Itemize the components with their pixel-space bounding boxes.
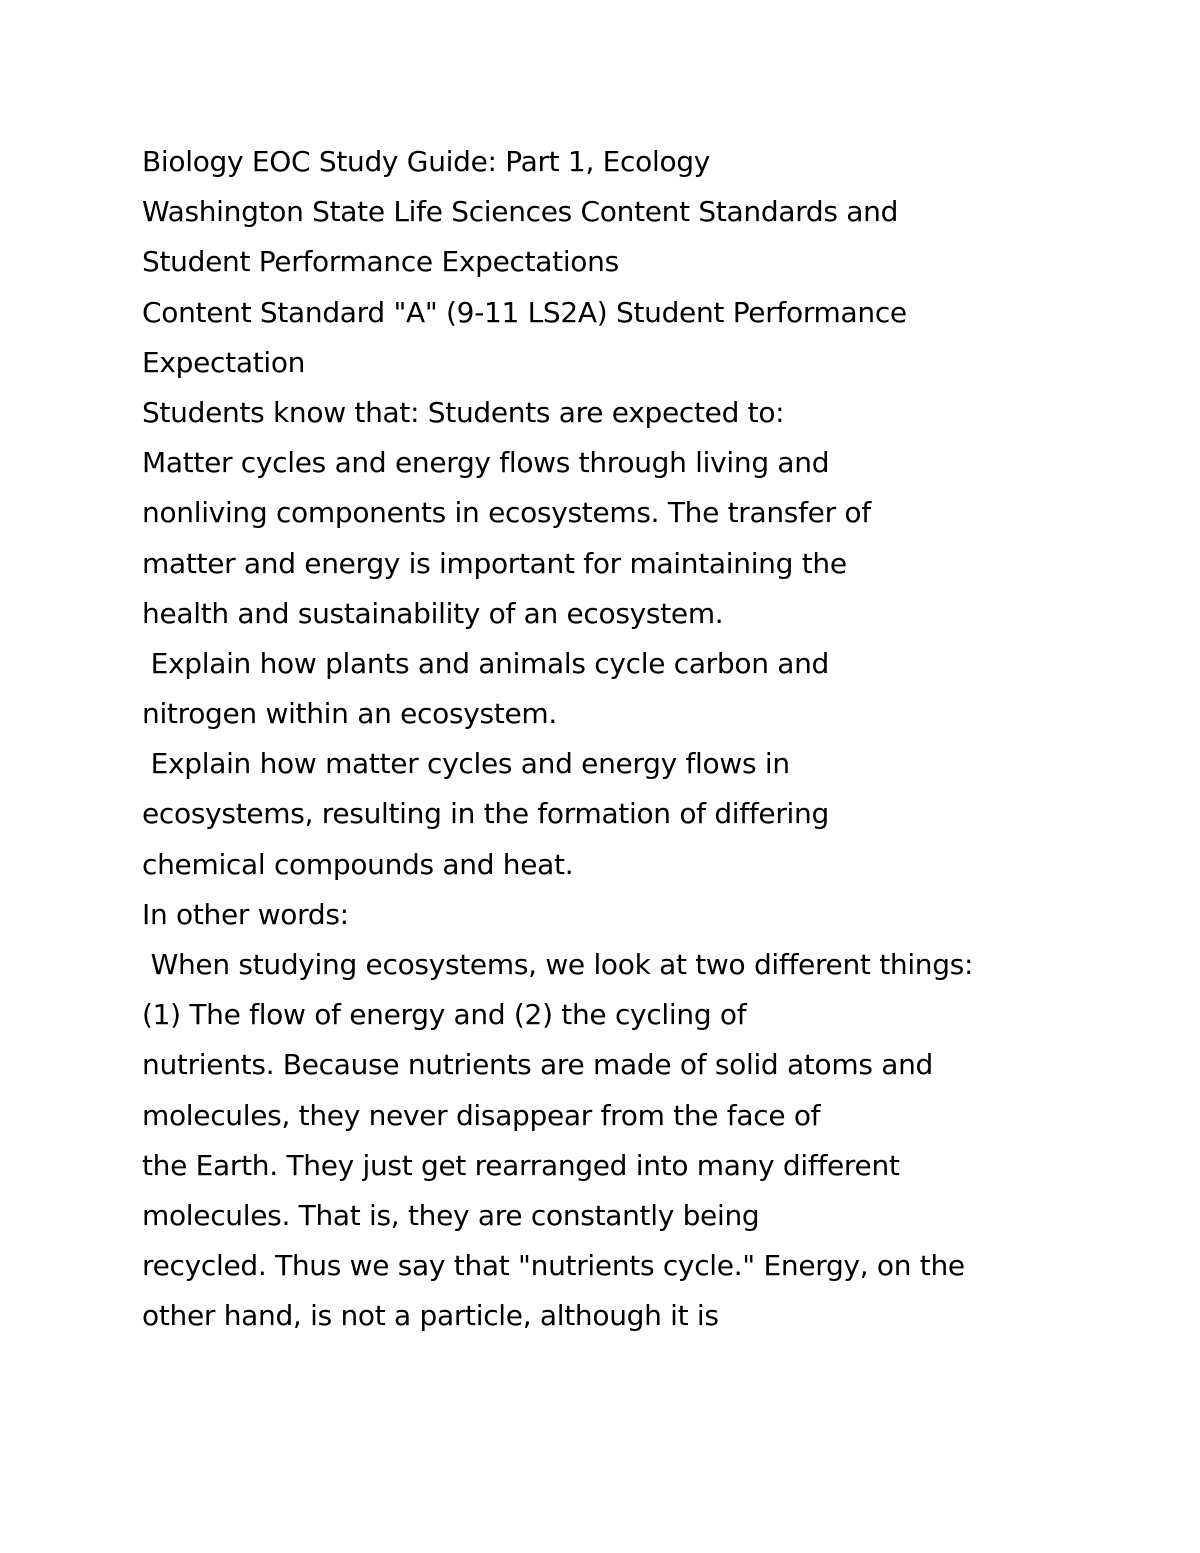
text-line: Explain how plants and animals cycle carbon and bbox=[142, 646, 830, 680]
document-title: Biology EOC Study Guide: Part 1, Ecology bbox=[142, 145, 711, 178]
text-line: nutrients. Because nutrients are made of solid atoms and bbox=[142, 1048, 934, 1082]
text-line: nonliving components in ecosystems. The transfer of bbox=[142, 496, 871, 530]
text-line: other hand, is not a particle, although it is bbox=[142, 1299, 719, 1333]
text-line: Student Performance Expectations bbox=[142, 245, 619, 279]
text-line: molecules. That is, they are constantly being bbox=[142, 1198, 760, 1232]
text-line: the Earth. They just get rearranged into many different bbox=[142, 1148, 900, 1182]
text-line: molecules, they never disappear from the face of bbox=[142, 1098, 821, 1132]
text-line: Students know that: Students are expected to: bbox=[142, 395, 785, 429]
text-line: health and sustainability of an ecosystem. bbox=[142, 596, 724, 630]
text-line: Expectation bbox=[142, 345, 306, 379]
text-line: matter and energy is important for maintaining the bbox=[142, 546, 847, 580]
text-line: chemical compounds and heat. bbox=[142, 847, 574, 881]
text-line: Washington State Life Sciences Content Standards and bbox=[142, 195, 899, 229]
text-line: (1) The flow of energy and (2) the cycling of bbox=[142, 998, 747, 1032]
text-line: Content Standard "A" (9-11 LS2A) Student Performance bbox=[142, 295, 907, 329]
text-line: In other words: bbox=[142, 897, 349, 931]
text-line: nitrogen within an ecosystem. bbox=[142, 697, 557, 731]
text-line: When studying ecosystems, we look at two different things: bbox=[142, 948, 974, 981]
text-line: ecosystems, resulting in the formation of differing bbox=[142, 797, 829, 831]
text-line: Explain how matter cycles and energy flows in bbox=[142, 747, 790, 781]
text-line: Matter cycles and energy flows through living and bbox=[142, 446, 830, 480]
document-body bbox=[142, 137, 1162, 1342]
text-line: recycled. Thus we say that "nutrients cycle." Energy, on the bbox=[142, 1249, 965, 1283]
